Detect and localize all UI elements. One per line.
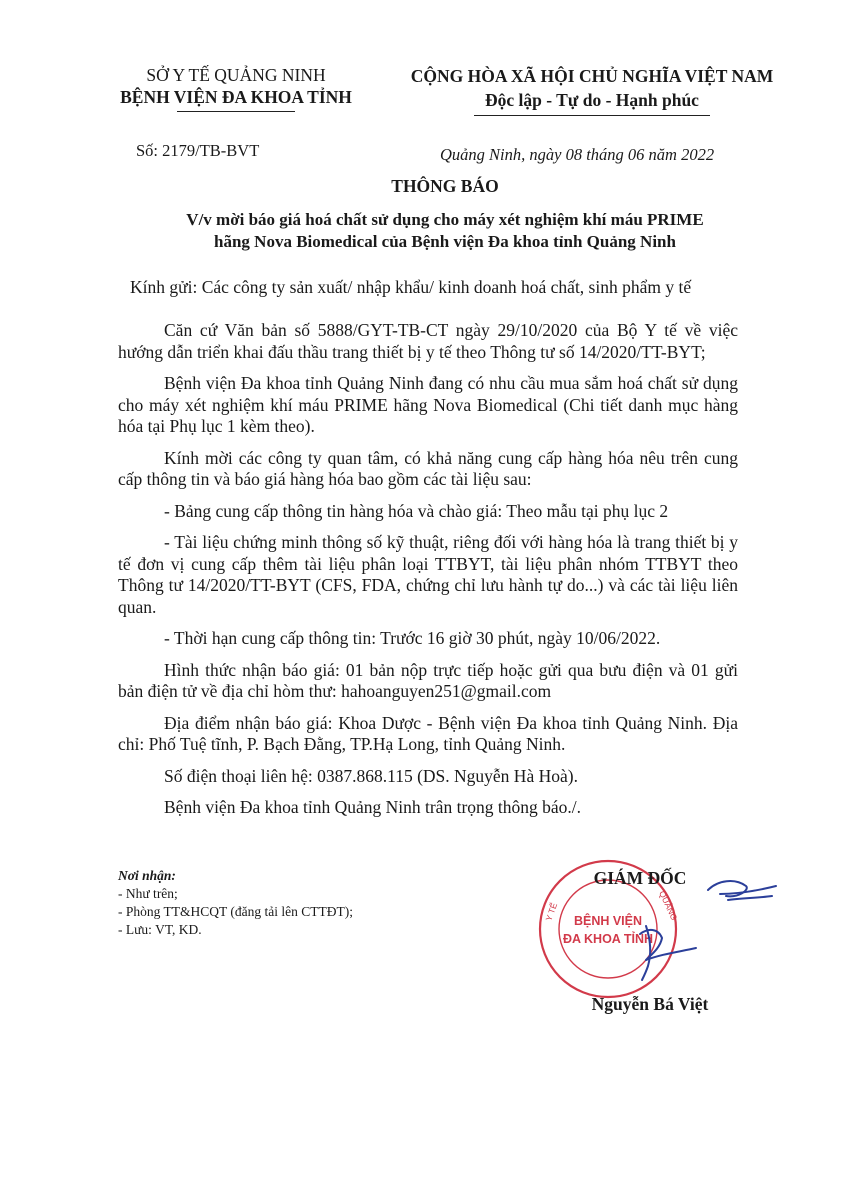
document-subject xyxy=(100,209,790,253)
paragraph: Địa điểm nhận báo giá: Khoa Dược - Bệnh viện Đa khoa tỉnh Quảng Ninh. Địa chỉ: Phố Tuệ tĩnh, P. Bạch Đằng, TP.Hạ Long, tỉnh Quảng Ninh. xyxy=(118,712,738,754)
paragraph: Bệnh viện Đa khoa tỉnh Quảng Ninh đang có nhu cầu mua sắm hoá chất sử dụng cho máy xét nghiệm khí máu PRIME hãng Nova Biomedical (Chi tiết danh mục hàng hóa tại Phụ lục 1 kèm theo). xyxy=(118,373,738,436)
svg-text:BỆNH VIỆN: BỆNH VIỆN xyxy=(573,914,643,928)
signer-name: Nguyễn Bá Việt xyxy=(591,994,709,1014)
paragraph: Số điện thoại liên hệ: 0387.868.115 (DS. Nguyễn Hà Hoà). xyxy=(164,765,578,786)
recipient-item: - Như trên; xyxy=(118,886,178,901)
document-title: THÔNG BÁO xyxy=(391,176,499,196)
agency-header xyxy=(96,64,376,112)
signer-title: GIÁM ĐỐC xyxy=(593,868,687,888)
ministry-name: SỞ Y TẾ QUẢNG NINH xyxy=(146,65,326,85)
header-left-underline xyxy=(177,111,295,112)
paragraph: - Tài liệu chứng minh thông số kỹ thuật, riêng đối với hàng hóa là trang thiết bị y tế đơn vị cung cấp thêm tài liệu phân loại TTBYT, tài liệu phân nhóm TTBYT theo Thông tư 14/2020/TT-BYT (CFS, FDA, chứng chỉ lưu hành tự do...) và các tài liệu liên quan. xyxy=(118,532,738,617)
recipient-item: - Lưu: VT, KD. xyxy=(118,922,202,937)
recipients-heading: Nơi nhận: xyxy=(118,868,176,883)
svg-text:ĐA KHOA TỈNH: ĐA KHOA TỈNH xyxy=(562,932,654,946)
national-motto: Độc lập - Tự do - Hạnh phúc xyxy=(485,90,699,110)
handwritten-signature xyxy=(600,868,780,988)
document-number: Số: 2179/TB-BVT xyxy=(136,141,260,160)
paragraph: - Bảng cung cấp thông tin hàng hóa và chào giá: Theo mẫu tại phụ lục 2 xyxy=(164,500,669,521)
svg-text:QUẢNG: QUẢNG xyxy=(657,889,680,922)
header-right-underline xyxy=(474,115,710,116)
addressee: Kính gửi: Các công ty sản xuất/ nhập khẩu/ kinh doanh hoá chất, sinh phẩm y tế xyxy=(130,277,692,297)
svg-text:Y TẾ: Y TẾ xyxy=(543,901,560,923)
hospital-name: BỆNH VIỆN ĐA KHOA TỈNH xyxy=(120,87,352,107)
national-name: CỘNG HÒA XÃ HỘI CHỦ NGHĨA VIỆT NAM xyxy=(410,66,774,86)
paragraph: Hình thức nhận báo giá: 01 bản nộp trực tiếp hoặc gửi qua bưu điện và 01 gửi bản điện tử về địa chỉ hòm thư: hahoanguyen251@gmail.com xyxy=(118,659,738,701)
national-header xyxy=(392,64,792,116)
document-body xyxy=(118,320,738,829)
subject-line-2: hãng Nova Biomedical của Bệnh viện Đa khoa tỉnh Quảng Ninh xyxy=(214,232,676,251)
subject-line-1: V/v mời báo giá hoá chất sử dụng cho máy xét nghiệm khí máu PRIME xyxy=(186,210,704,229)
paragraph: Bệnh viện Đa khoa tỉnh Quảng Ninh trân trọng thông báo./. xyxy=(164,797,582,817)
recipients-block xyxy=(118,867,438,939)
paragraph: - Thời hạn cung cấp thông tin: Trước 16 giờ 30 phút, ngày 10/06/2022. xyxy=(164,628,661,648)
paragraph: Căn cứ Văn bản số 5888/GYT-TB-CT ngày 29/10/2020 của Bộ Y tế về việc hướng dẫn triển khai đấu thầu trang thiết bị y tế theo Thông tư số 14/2020/TT-BYT; xyxy=(118,320,738,362)
date-line: Quảng Ninh, ngày 08 tháng 06 năm 2022 xyxy=(440,145,715,164)
paragraph: Kính mời các công ty quan tâm, có khả năng cung cấp hàng hóa nêu trên cung cấp thông tin và báo giá hàng hóa bao gồm các tài liệu sau: xyxy=(118,447,738,489)
recipient-item: - Phòng TT&HCQT (đăng tải lên CTTĐT); xyxy=(118,904,353,919)
